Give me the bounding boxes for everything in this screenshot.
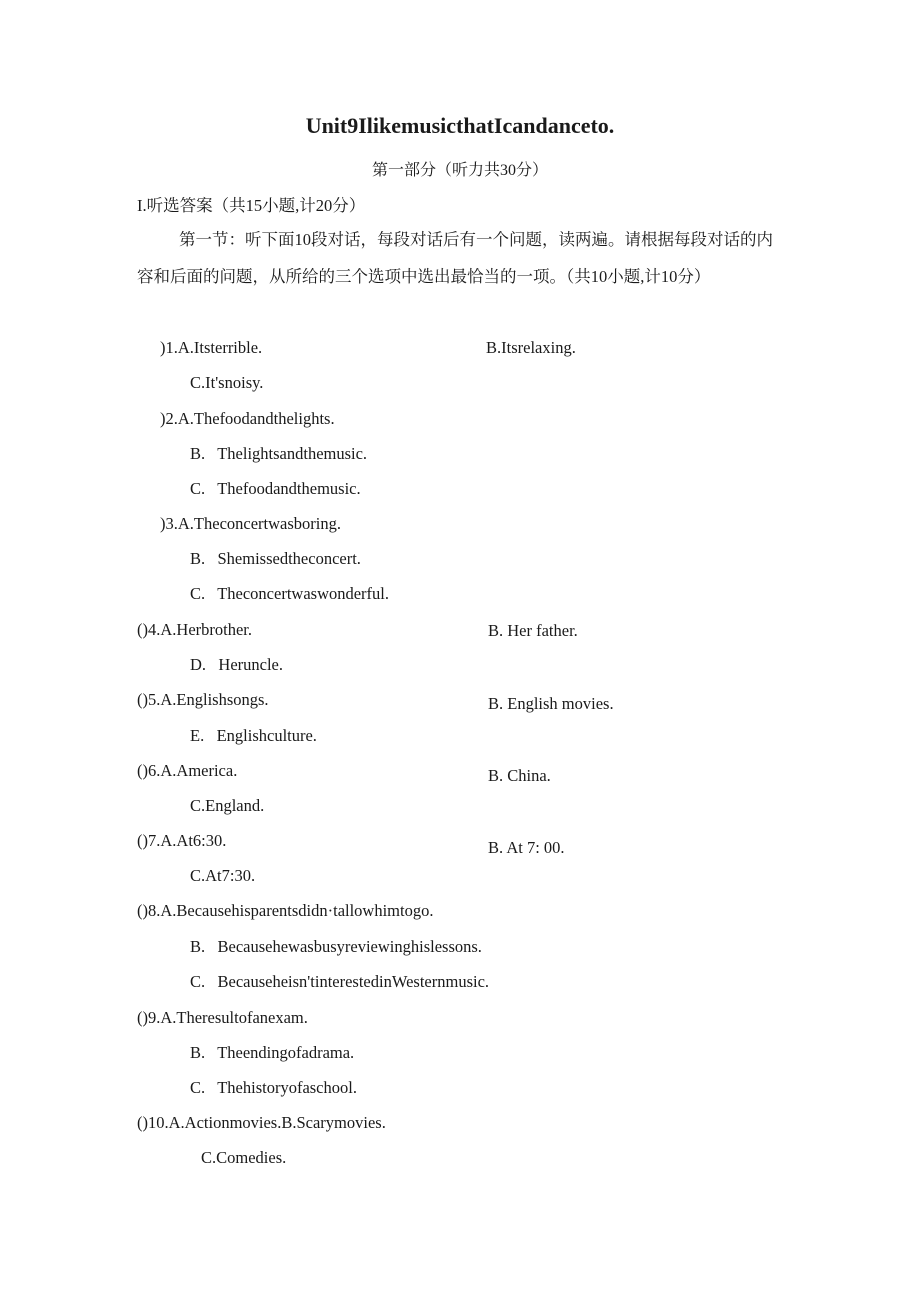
q6-option-a: ()6.A.America.	[137, 761, 238, 780]
q6-option-b: B. China.	[488, 766, 551, 785]
q2-option-c: C. Thefoodandthemusic.	[190, 479, 361, 498]
q9-option-c: C. Thehistoryofaschool.	[190, 1078, 357, 1097]
q3-option-b: B. Shemissedtheconcert.	[190, 549, 361, 568]
q10-option-c: C.Comedies.	[201, 1148, 287, 1167]
q2-option-b: B. Thelightsandthemusic.	[190, 444, 368, 463]
document-title: Unit9IlikemusicthatIcandanceto.	[305, 113, 615, 138]
q4-option-d: D. Heruncle.	[190, 655, 284, 674]
q9-option-a: ()9.A.Theresultofanexam.	[137, 1008, 308, 1027]
q1-option-a: )1.A.Itsterrible.	[160, 338, 263, 357]
q7-option-a: ()7.A.At6:30.	[137, 831, 227, 850]
q7-option-c: C.At7:30.	[190, 866, 256, 885]
q3-option-a: )3.A.Theconcertwasboring.	[160, 514, 341, 533]
q1-option-b: B.Itsrelaxing.	[486, 338, 576, 357]
q3-option-c: C. Theconcertwaswonderful.	[190, 584, 390, 603]
section-heading: I.听选答案（共15小题,计20分）	[137, 196, 366, 215]
instructions-paragraph: 第一节：听下面10段对话，每段对话后有一个问题，读两遍。请根据每段对话的内容和后面的问题，从所给的三个选项中选出最恰当的一项。（共10小题,计10分）	[137, 230, 773, 286]
q6-option-c: C.England.	[190, 796, 265, 815]
q4-option-b: B. Her father.	[488, 621, 578, 640]
q10-options-ab: ()10.A.Actionmovies.B.Scarymovies.	[137, 1113, 386, 1132]
q9-option-b: B. Theendingofadrama.	[190, 1043, 355, 1062]
q8-option-b: B. Becausehewasbusyreviewinghislessons.	[190, 937, 482, 956]
q5-option-a: ()5.A.Englishsongs.	[137, 690, 269, 709]
q4-option-a: ()4.A.Herbrother.	[137, 620, 253, 639]
q5-option-e: E. Englishculture.	[190, 726, 317, 745]
q7-option-b: B. At 7: 00.	[488, 838, 565, 857]
q5-option-b: B. English movies.	[488, 694, 614, 713]
q2-option-a: )2.A.Thefoodandthelights.	[160, 409, 335, 428]
q8-option-c: C. Becauseheisn'tinterestedinWesternmusic.	[190, 972, 490, 991]
part-subtitle: 第一部分（听力共30分）	[371, 162, 548, 179]
q1-option-c: C.It'snoisy.	[190, 373, 264, 392]
q8-option-a: ()8.A.Becausehisparentsdidn·tallowhimtogo.	[137, 901, 434, 920]
